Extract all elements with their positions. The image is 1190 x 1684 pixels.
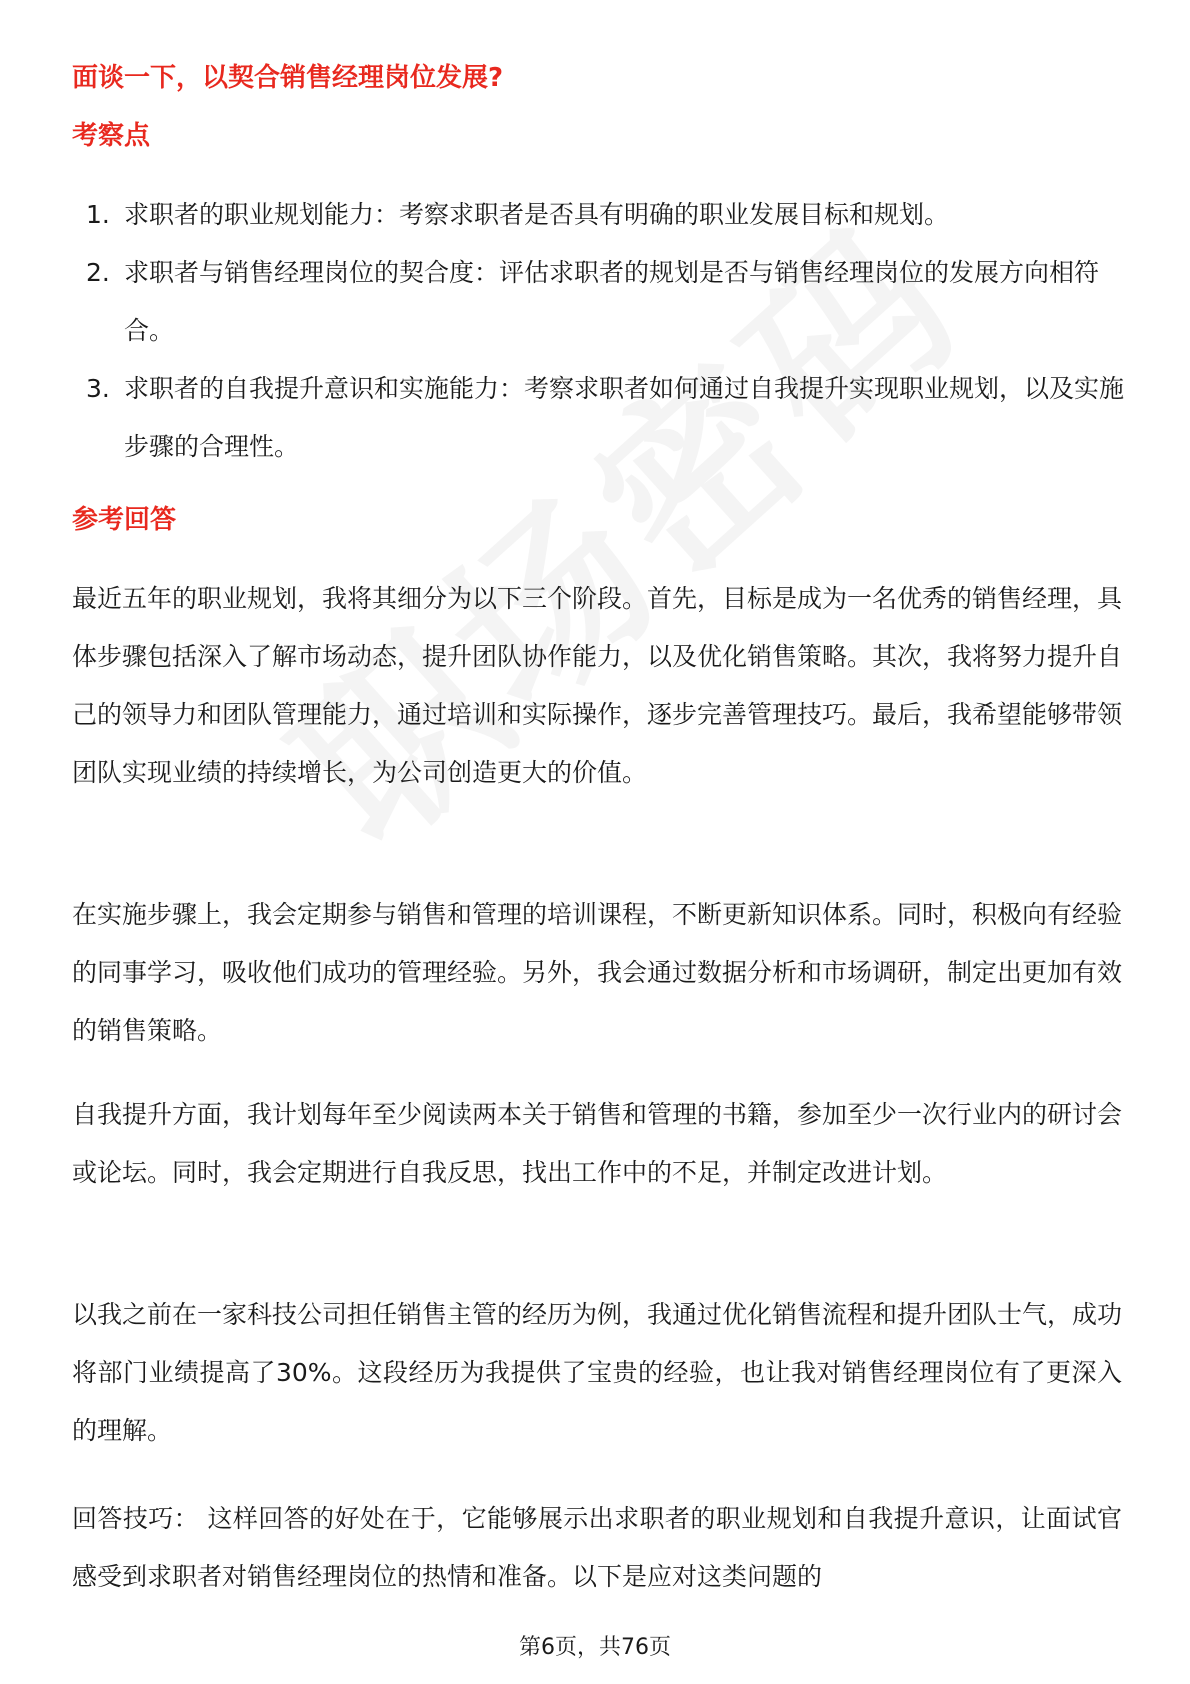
answer-paragraph: 在实施步骤上，我会定期参与销售和管理的培训课程，不断更新知识体系。同时，积极向有经验的同事学习，吸收他们成功的管理经验。另外，我会通过数据分析和市场调研，制定出更加有效的销售策略。 bbox=[72, 900, 1123, 1045]
list-item-text: 求职者与销售经理岗位的契合度：评估求职者的规划是否与销售经理岗位的发展方向相符合。 bbox=[124, 258, 1100, 345]
list-item-number: 3. bbox=[86, 374, 110, 403]
answer-paragraph: 自我提升方面，我计划每年至少阅读两本关于销售和管理的书籍，参加至少一次行业内的研讨会或论坛。同时，我会定期进行自我反思，找出工作中的不足，并制定改进计划。 bbox=[72, 1100, 1123, 1187]
list-item-text: 求职者的自我提升意识和实施能力：考察求职者如何通过自我提升实现职业规划，以及实施步骤的合理性。 bbox=[124, 374, 1125, 461]
page-number-footer: 第6页，共76页 bbox=[519, 1635, 671, 1660]
evaluation-points-list bbox=[72, 186, 1132, 476]
answer-paragraph: 最近五年的职业规划，我将其细分为以下三个阶段。首先，目标是成为一名优秀的销售经理，具体步骤包括深入了解市场动态，提升团队协作能力，以及优化销售策略。其次，我将努力提升自己的领导力和团队管理能力，通过培训和实际操作，逐步完善管理技巧。最后，我希望能够带领团队实现业绩的持续增长，为公司创造更大的价值。 bbox=[72, 584, 1123, 787]
answer-paragraph: 以我之前在一家科技公司担任销售主管的经历为例，我通过优化销售流程和提升团队士气，成功将部门业绩提高了30%。这段经历为我提供了宝贵的经验，也让我对销售经理岗位有了更深入的理解。 bbox=[72, 1300, 1123, 1445]
question-title: 面谈一下，以契合销售经理岗位发展? bbox=[72, 63, 504, 93]
answer-tips-paragraph: 回答技巧： 这样回答的好处在于，它能够展示出求职者的职业规划和自我提升意识，让面试官感受到求职者对销售经理岗位的热情和准备。以下是应对这类问题的 bbox=[72, 1504, 1122, 1591]
section-heading-points: 考察点 bbox=[72, 121, 151, 151]
list-item bbox=[72, 244, 1132, 360]
list-item bbox=[72, 186, 1132, 244]
section-heading-answer: 参考回答 bbox=[72, 505, 177, 535]
list-item-text: 求职者的职业规划能力：考察求职者是否具有明确的职业发展目标和规划。 bbox=[124, 200, 950, 229]
list-item-number: 1. bbox=[86, 200, 110, 229]
list-item bbox=[72, 360, 1132, 476]
list-item-number: 2. bbox=[86, 258, 110, 287]
